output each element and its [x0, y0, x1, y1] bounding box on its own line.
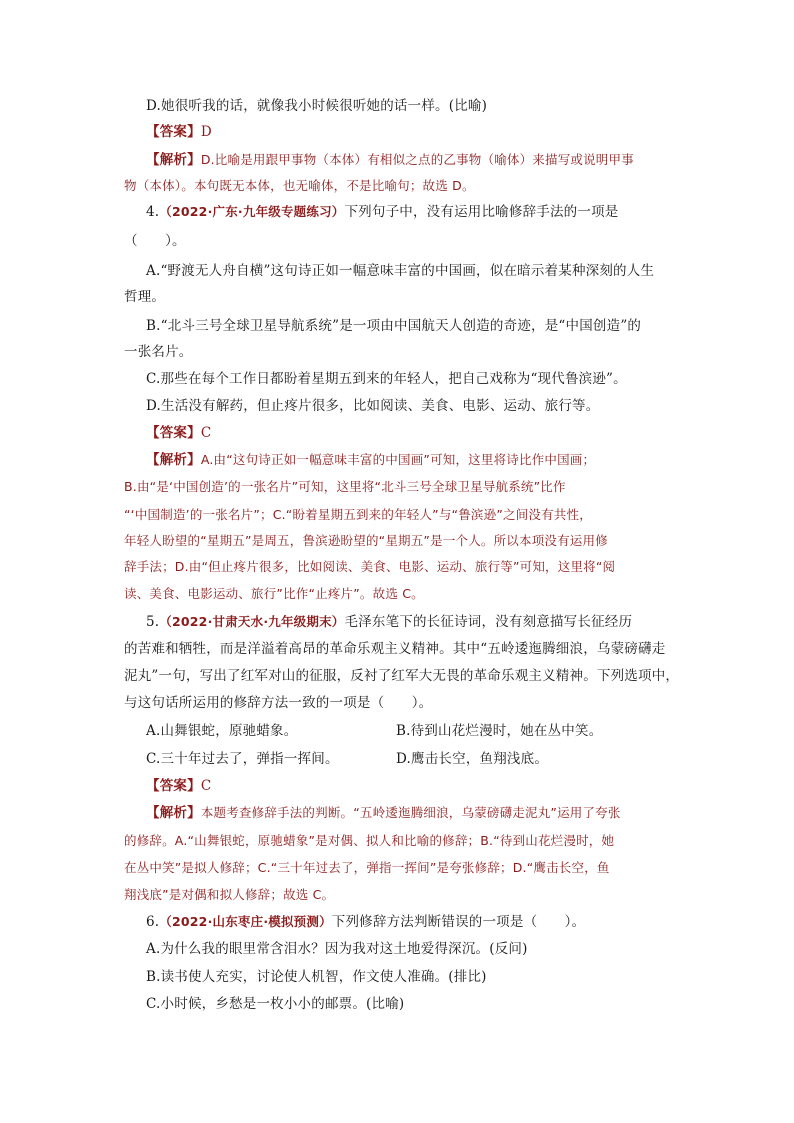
question-number: 4. — [146, 204, 160, 220]
answer-label: 【答案】 — [146, 124, 201, 140]
q5-explain-3: 在丛中笑”是拟人修辞；C.“三十年过去了，弹指一挥间”是夸张修辞；D.“鹰击长空，鱼 — [124, 860, 610, 875]
q3-explain-2: 物（本体）。本句既无本体，也无喻体，不是比喻句；故选 D。 — [124, 178, 475, 193]
explain-label: 【解析】 — [146, 805, 201, 821]
q4-option-d: D.生活没有解药，但止疼片很多，比如阅读、美食、电影、运动、旅行等。 — [146, 398, 600, 414]
q4-stem-1 — [146, 203, 656, 221]
q5-stem-1 — [146, 613, 656, 631]
question-stem: 下列修辞方法判断错误的一项是（ ）。 — [331, 914, 586, 930]
explain-text: A.由“这句诗正如一幅意味丰富的中国画”可知，这里将诗比作中国画； — [200, 452, 596, 467]
q4-option-c: C.那些在每个工作日都盼着星期五到来的年轻人，把自己戏称为“现代鲁滨逊”。 — [146, 371, 627, 387]
q4-explain-1 — [146, 451, 656, 469]
q5-explain-4: 翔浅底”是对偶和拟人修辞；故选 C。 — [124, 887, 335, 902]
q4-option-b-1: B.“北斗三号全球卫星导航系统”是一项由中国航天人创造的奇迹，是“中国创造”的 — [146, 318, 642, 334]
q4-explain-3: “‘中国制造’的一张名片”；C.“盼着星期五到来的年轻人”与“鲁滨逊”之间没有共性， — [124, 507, 592, 522]
q5-explain-1 — [146, 804, 656, 822]
q5-option-a: A.山舞银蛇，原驰蜡象。 — [146, 723, 298, 739]
q5-option-c: C.三十年过去了，弹指一挥间。 — [146, 751, 339, 767]
q5-answer — [146, 777, 656, 795]
answer-label: 【答案】 — [146, 425, 201, 441]
explain-text: D.比喻是用跟甲事物（本体）有相似之点的乙事物（喻体）来描写或说明甲事 — [200, 152, 634, 167]
explain-label: 【解析】 — [146, 452, 201, 468]
q3-answer — [146, 123, 656, 141]
explain-label: 【解析】 — [146, 152, 201, 168]
q5-options-row-2 — [146, 750, 656, 768]
q5-stem-2: 的苦难和牺牲，而是洋溢着高昂的革命乐观主义精神。其中“五岭逶迤腾细浪，乌蒙磅礴走 — [124, 641, 666, 657]
q4-explain-6: 读、美食、电影运动、旅行”比作“止疼片”。故选 C。 — [124, 586, 424, 601]
question-number: 6. — [146, 914, 160, 930]
q4-explain-5: 辞手法；D.由“但止疼片很多，比如阅读、美食、电影、运动、旅行等”可知，这里将“阅 — [124, 559, 616, 574]
q6-stem — [146, 913, 656, 931]
q4-explain-4: 年轻人盼望的“星期五”是周五，鲁滨逊盼望的“星期五”是一个人。所以本项没有运用修 — [124, 533, 608, 548]
q6-option-b: B.读书使人充实，讨论使人机智，作文使人准确。(排比) — [146, 969, 487, 985]
explain-text: 本题考查修辞手法的判断。“五岭逶迤腾细浪，乌蒙磅礴走泥丸”运用了夸张 — [200, 805, 621, 820]
question-source: （2022·甘肃天水·九年级期末） — [159, 614, 345, 629]
q5-stem-3: 泥丸”一句，写出了红军对山的征服，反衬了红军大无畏的革命乐观主义精神。下列选项中， — [124, 668, 680, 684]
q4-option-a-2: 哲理。 — [124, 289, 166, 305]
q5-option-b: B.待到山花烂漫时，她在丛中笑。 — [396, 723, 603, 739]
q4-answer — [146, 424, 656, 442]
q4-explain-2: B.由“是‘中国创造’的一张名片”可知，这里将“北斗三号全球卫星导航系统”比作 — [124, 479, 566, 494]
question-source: （2022·广东·九年级专题练习） — [159, 204, 345, 219]
q3-option-d: D.她很听我的话，就像我小时候很听她的话一样。(比喻) — [146, 98, 488, 114]
q5-option-d: D.鹰击长空，鱼翔浅底。 — [396, 751, 549, 767]
q4-option-a-1: A.“野渡无人舟自横”这句诗正如一幅意味丰富的中国画，似在暗示着某种深刻的人生 — [146, 263, 655, 279]
q5-options-row-1 — [146, 722, 656, 740]
answer-value: C — [200, 778, 212, 794]
answer-value: D — [200, 124, 212, 140]
question-number: 5. — [146, 614, 160, 630]
answer-label: 【答案】 — [146, 778, 201, 794]
question-stem: 下列句子中，没有运用比喻修辞手法的一项是 — [344, 204, 619, 220]
q6-option-a: A.为什么我的眼里常含泪水？因为我对这土地爱得深沉。(反问) — [146, 941, 528, 957]
question-source: （2022·山东枣庄·模拟预测） — [159, 914, 332, 929]
q5-stem-4: 与这句话所运用的修辞方法一致的一项是（ ）。 — [124, 695, 433, 711]
q3-explain-1 — [146, 151, 656, 169]
question-stem: 毛泽东笔下的长征诗词，没有刻意描写长征经历 — [344, 614, 633, 630]
q5-explain-2: 的修辞。A.“山舞银蛇，原驰蜡象”是对偶、拟人和比喻的修辞；B.“待到山花烂漫时，她 — [124, 833, 615, 848]
q4-stem-2: （ ）。 — [124, 233, 186, 249]
q4-option-b-2: 一张名片。 — [124, 344, 193, 360]
q6-option-c: C.小时候，乡愁是一枚小小的邮票。(比喻) — [146, 996, 405, 1012]
answer-value: C — [200, 425, 212, 441]
